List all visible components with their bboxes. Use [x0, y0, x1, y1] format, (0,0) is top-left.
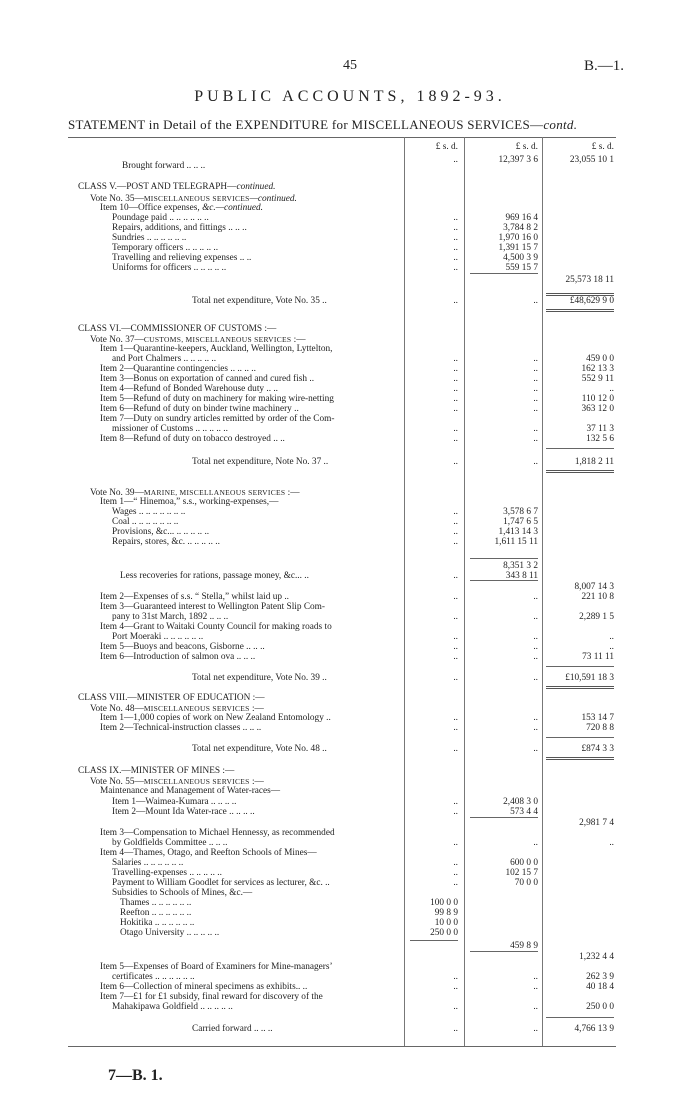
- row-label: Item 6—Introduction of salmon ova .. .. ..: [100, 652, 256, 662]
- row-label: Thames .. .. .. .. .. ..: [120, 898, 192, 908]
- amount-c1: ..: [453, 394, 458, 404]
- amount-c3: 720 8 8: [586, 723, 614, 733]
- table-row: [0, 161, 700, 172]
- amount-c1: ..: [453, 858, 458, 868]
- amount-c2: ..: [533, 394, 538, 404]
- row-label: Item 2—Quarantine contingencies .. .. .. ..: [100, 364, 256, 374]
- amount-c2: 2,408 3 0: [503, 797, 538, 807]
- amount-c2: ..: [533, 354, 538, 364]
- row-label: Total net expenditure, Note No. 37 ..: [192, 457, 329, 467]
- row-label: Item 10—Office expenses, &c.—continued.: [100, 203, 263, 213]
- subtotal-rule: [546, 666, 614, 667]
- amount-c3: 37 11 3: [586, 424, 614, 434]
- row-label: CLASS V.—POST AND TELEGRAPH—continued.: [78, 182, 276, 192]
- row-label: Item 7—Duty on sundry articles remitted by order of the Com-: [100, 414, 335, 424]
- row-label: Vote No. 55—MISCELLANEOUS SERVICES :—: [90, 777, 264, 787]
- row-label: Repairs, additions, and fittings .. .. ..: [112, 223, 247, 233]
- amount-c2: ..: [533, 612, 538, 622]
- row-label: CLASS IX.—MINISTER OF MINES :—: [78, 766, 235, 776]
- table-row: [0, 652, 700, 663]
- amount-c3: 25,573 18 11: [565, 275, 614, 285]
- table-row: [0, 744, 700, 755]
- amount-c1: 250 0 0: [430, 928, 458, 938]
- amount-c1: 99 8 9: [434, 908, 458, 918]
- row-label: Item 2—Technical-instruction classes .. .. ..: [100, 723, 262, 733]
- amount-c1: ..: [453, 384, 458, 394]
- amount-c3: ..: [609, 632, 614, 642]
- row-label: Travelling and relieving expenses .. ..: [112, 253, 252, 263]
- row-label: Temporary officers .. .. .. .. ..: [112, 243, 219, 253]
- amount-c1: 10 0 0: [434, 918, 458, 928]
- amount-c3: 262 3 9: [586, 972, 614, 982]
- row-label: Item 6—Collection of mineral specimens as exhibits.. ..: [100, 982, 308, 992]
- amount-c2: ..: [533, 457, 538, 467]
- row-label: Item 2—Expenses of s.s. “ Stella,” whilst laid up ..: [100, 592, 290, 602]
- amount-c1: ..: [453, 1002, 458, 1012]
- amount-c2: 70 0 0: [514, 878, 538, 888]
- row-label: Sundries .. .. .. .. .. ..: [112, 233, 187, 243]
- amount-c2: ..: [533, 1002, 538, 1012]
- amount-c3: 73 11 11: [582, 652, 614, 662]
- row-label: Wages .. .. .. .. .. .. ..: [112, 507, 186, 517]
- table-row: [0, 182, 700, 193]
- amount-c1: ..: [453, 253, 458, 263]
- table-row: [0, 263, 700, 274]
- amount-c3: 110 12 0: [581, 394, 614, 404]
- amount-c2: ..: [533, 296, 538, 306]
- amount-c2: 559 15 7: [505, 263, 538, 273]
- amount-c1: ..: [453, 744, 458, 754]
- column-header-2: £ s. d.: [515, 142, 538, 152]
- amount-c3: 1,232 4 4: [579, 952, 614, 962]
- amount-c2: ..: [533, 652, 538, 662]
- subtitle-contd: contd.: [543, 117, 578, 132]
- row-label: Poundage paid .. .. .. .. .. ..: [112, 213, 209, 223]
- row-label: Repairs, stores, &c. .. .. .. .. ..: [112, 537, 220, 547]
- table-row: [0, 571, 700, 582]
- amount-c1: ..: [453, 878, 458, 888]
- amount-c3: 8,007 14 3: [574, 582, 614, 592]
- amount-c2: ..: [533, 673, 538, 683]
- subtotal-rule: [470, 558, 538, 559]
- amount-c1: 100 0 0: [430, 898, 458, 908]
- amount-c3: 132 5 6: [586, 434, 614, 444]
- row-label: CLASS VI.—COMMISSIONER OF CUSTOMS :—: [78, 324, 277, 334]
- table-row: [0, 673, 700, 684]
- amount-c1: ..: [453, 364, 458, 374]
- row-label: Item 3—Compensation to Michael Hennessy, as recommended: [100, 828, 335, 838]
- amount-c2: 1,970 16 0: [498, 233, 538, 243]
- amount-c1: ..: [453, 652, 458, 662]
- table-row: [0, 434, 700, 445]
- amount-c2: ..: [533, 982, 538, 992]
- total-rule-bottom: [546, 309, 614, 312]
- amount-c1: ..: [453, 1024, 458, 1034]
- amount-c3: 552 9 11: [581, 374, 614, 384]
- amount-c1: ..: [453, 807, 458, 817]
- row-label: Total net expenditure, Vote No. 48 ..: [192, 744, 327, 754]
- amount-c2: 969 16 4: [505, 213, 538, 223]
- table-row: [0, 786, 700, 797]
- table-row: [0, 457, 700, 468]
- row-label: Total net expenditure, Vote No. 35 ..: [192, 296, 327, 306]
- table-top-rule: [68, 137, 616, 138]
- amount-c3: 2,289 1 5: [579, 612, 614, 622]
- amount-c1: ..: [453, 612, 458, 622]
- row-label: by Goldfields Committee .. .. ..: [112, 838, 228, 848]
- total-rule-bottom: [546, 686, 614, 689]
- row-label: Vote No. 48—MISCELLANEOUS SERVICES :—: [90, 704, 264, 714]
- amount-c2: ..: [533, 434, 538, 444]
- amount-c2: 3,578 6 7: [503, 507, 538, 517]
- amount-c1: ..: [453, 797, 458, 807]
- row-label: Carried forward .. .. ..: [192, 1024, 273, 1034]
- amount-c2: ..: [533, 972, 538, 982]
- row-label: Subsidies to Schools of Mines, &c.—: [112, 888, 253, 898]
- row-label: Provisions, &c... .. .. .. .. ..: [112, 527, 210, 537]
- amount-c3: 221 10 8: [581, 592, 614, 602]
- subtitle-text: STATEMENT in Detail of the EXPENDITURE for MISCELLANEOUS SERVICES—: [68, 117, 544, 132]
- page-number: 45: [343, 58, 357, 73]
- amount-c3: 4,766 13 9: [574, 1024, 614, 1034]
- amount-c2: ..: [533, 592, 538, 602]
- row-label: Brought forward .. .. ..: [122, 161, 206, 171]
- row-label: Hokitika .. .. .. .. .. ..: [120, 918, 195, 928]
- amount-c3: £10,591 18 3: [565, 673, 614, 683]
- amount-c3: 40 18 4: [586, 982, 614, 992]
- series-number: B.—1.: [583, 58, 624, 74]
- amount-c2: ..: [533, 1024, 538, 1034]
- row-label: Maintenance and Management of Water-races—: [100, 786, 281, 796]
- amount-c2: ..: [533, 723, 538, 733]
- amount-c1: ..: [453, 592, 458, 602]
- table-row: [0, 807, 700, 818]
- amount-c1: ..: [453, 517, 458, 527]
- amount-c1: ..: [453, 434, 458, 444]
- amount-c2: ..: [533, 642, 538, 652]
- row-label: Coal .. .. .. .. .. .. ..: [112, 517, 179, 527]
- amount-c3: £874 3 3: [581, 744, 614, 754]
- row-label: Port Moeraki .. .. .. .. .. ..: [112, 632, 204, 642]
- amount-c2: ..: [533, 364, 538, 374]
- row-label: Item 5—Expenses of Board of Examiners for Mine-managers’: [100, 962, 333, 972]
- subtotal-rule: [546, 737, 614, 738]
- amount-c1: ..: [453, 972, 458, 982]
- row-label: Item 4—Grant to Waitaki County Council for making roads to: [100, 622, 332, 632]
- row-label: Salaries .. .. .. .. .. ..: [112, 858, 184, 868]
- amount-c3: 23,055 10 1: [569, 155, 614, 165]
- row-label: Item 3—Guaranteed interest to Wellington Patent Slip Com-: [100, 602, 326, 612]
- table-row: [0, 537, 700, 548]
- amount-c2: 4,500 3 9: [503, 253, 538, 263]
- row-label: Uniforms for officers .. .. .. .. ..: [112, 263, 227, 273]
- row-label: and Port Chalmers .. .. .. .. ..: [112, 354, 217, 364]
- row-label: Vote No. 37—CUSTOMS, MISCELLANEOUS SERVICES :—: [90, 335, 306, 345]
- amount-c1: ..: [453, 223, 458, 233]
- amount-c1: ..: [453, 213, 458, 223]
- amount-c2: ..: [533, 424, 538, 434]
- row-label: Item 5—Refund of duty on machinery for making wire-netting: [100, 394, 334, 404]
- amount-c3: 153 14 7: [581, 713, 614, 723]
- table-bottom-rule: [68, 1046, 616, 1047]
- subtotal-rule: [546, 1017, 614, 1018]
- amount-c1: ..: [453, 868, 458, 878]
- total-rule-bottom: [546, 470, 614, 473]
- amount-c1: ..: [453, 155, 458, 165]
- amount-c3: 363 12 0: [581, 404, 614, 414]
- table-row: [0, 723, 700, 734]
- table-row: [0, 275, 700, 286]
- amount-c3: 1,818 2 11: [574, 457, 614, 467]
- table-row: [0, 928, 700, 939]
- row-label: Item 2—Mount Ida Water-race .. .. .. ..: [112, 807, 255, 817]
- amount-c1: ..: [453, 233, 458, 243]
- amount-c2: 600 0 0: [510, 858, 538, 868]
- amount-c1: ..: [453, 537, 458, 547]
- amount-c2: ..: [533, 632, 538, 642]
- row-label: Item 1—Waimea-Kumara .. .. .. ..: [112, 797, 237, 807]
- row-label: Less recoveries for rations, passage money, &c... ..: [120, 571, 309, 581]
- column-header-row: [0, 142, 700, 153]
- row-label: Vote No. 35—MISCELLANEOUS SERVICES—continued.: [90, 194, 297, 204]
- amount-c1: ..: [453, 838, 458, 848]
- amount-c2: 1,413 14 3: [498, 527, 538, 537]
- amount-c1: ..: [453, 982, 458, 992]
- amount-c3: 250 0 0: [586, 1002, 614, 1012]
- row-label: certificates .. .. .. .. .. ..: [112, 972, 195, 982]
- table-row: [0, 941, 700, 952]
- row-label: Total net expenditure, Vote No. 39 ..: [192, 673, 327, 683]
- row-label: Vote No. 39—MARINE, MISCELLANEOUS SERVICES :—: [90, 488, 300, 498]
- amount-c1: ..: [453, 424, 458, 434]
- row-label: Otago University .. .. .. .. ..: [120, 928, 220, 938]
- row-label: Item 5—Buoys and beacons, Gisborne .. .. ..: [100, 642, 265, 652]
- amount-c1: ..: [453, 507, 458, 517]
- amount-c3: 459 0 0: [586, 354, 614, 364]
- amount-c2: ..: [533, 404, 538, 414]
- amount-c1: ..: [453, 571, 458, 581]
- amount-c2: ..: [533, 838, 538, 848]
- column-header-1: £ s. d.: [435, 142, 458, 152]
- amount-c1: ..: [453, 713, 458, 723]
- amount-c3: ..: [609, 838, 614, 848]
- page-title: PUBLIC ACCOUNTS, 1892-93.: [194, 88, 506, 105]
- amount-c1: ..: [453, 263, 458, 273]
- amount-c3: 162 13 3: [581, 364, 614, 374]
- amount-c2: 343 8 11: [505, 571, 538, 581]
- amount-c1: ..: [453, 632, 458, 642]
- amount-c2: ..: [533, 384, 538, 394]
- table-row: [0, 1002, 700, 1013]
- total-rule-bottom: [546, 757, 614, 760]
- amount-c2: 12,397 3 6: [498, 155, 538, 165]
- amount-c2: 1,747 6 5: [503, 517, 538, 527]
- row-label: Item 3—Bonus on exportation of canned and cured fish ..: [100, 374, 315, 384]
- row-label: missioner of Customs .. .. .. .. ..: [112, 424, 228, 434]
- row-label: Item 1—“ Hinemoa,” s.s., working-expenses,—: [100, 497, 279, 507]
- row-label: pany to 31st March, 1892 .. .. ..: [112, 612, 229, 622]
- amount-c2: 1,611 15 11: [494, 537, 538, 547]
- amount-c1: ..: [453, 354, 458, 364]
- amount-c2: ..: [533, 713, 538, 723]
- row-label: CLASS VIII.—MINISTER OF EDUCATION :—: [78, 693, 265, 703]
- column-header-3: £ s. d.: [591, 142, 614, 152]
- amount-c2: 8,351 3 2: [503, 561, 538, 571]
- row-label: Item 4—Refund of Bonded Warehouse duty .. ..: [100, 384, 279, 394]
- amount-c3: 2,981 7 4: [579, 818, 614, 828]
- table-row: [0, 1024, 700, 1035]
- row-label: Item 8—Refund of duty on tobacco destroyed .. ..: [100, 434, 285, 444]
- amount-c2: 573 4 4: [510, 807, 538, 817]
- row-label: Reefton .. .. .. .. .. ..: [120, 908, 192, 918]
- row-label: Item 6—Refund of duty on binder twine machinery ..: [100, 404, 299, 414]
- row-label: Item 7—£1 for £1 subsidy, final reward for discovery of the: [100, 992, 323, 1002]
- amount-c2: 3,784 8 2: [503, 223, 538, 233]
- amount-c1: ..: [453, 243, 458, 253]
- subtotal-rule: [546, 448, 614, 449]
- amount-c1: ..: [453, 404, 458, 414]
- row-label: Payment to William Goodlet for services as lecturer, &c. ..: [112, 878, 330, 888]
- footer-sheet-number: 7—B. 1.: [108, 1067, 163, 1084]
- amount-c2: 102 15 7: [505, 868, 538, 878]
- amount-c1: ..: [453, 296, 458, 306]
- amount-c1: ..: [453, 673, 458, 683]
- row-label: Item 1—1,000 copies of work on New Zealand Entomology ..: [100, 713, 331, 723]
- amount-c2: ..: [533, 374, 538, 384]
- amount-c3: ..: [609, 384, 614, 394]
- amount-c1: ..: [453, 642, 458, 652]
- statement-subtitle: [68, 117, 577, 133]
- amount-c1: ..: [453, 527, 458, 537]
- row-label: Item 4—Thames, Otago, and Reefton Schools of Mines—: [100, 848, 317, 858]
- amount-c2: 1,391 15 7: [498, 243, 538, 253]
- row-label: Mahakipawa Goldfield .. .. .. .. ..: [112, 1002, 233, 1012]
- amount-c3: £48,629 9 0: [569, 296, 614, 306]
- amount-c2: 459 8 9: [510, 941, 538, 951]
- amount-c1: ..: [453, 723, 458, 733]
- row-label: Item 1—Quarantine-keepers, Auckland, Wellington, Lyttelton,: [100, 344, 333, 354]
- table-row: [0, 296, 700, 307]
- amount-c1: ..: [453, 457, 458, 467]
- row-label: Travelling-expenses .. .. .. .. ..: [112, 868, 222, 878]
- amount-c2: ..: [533, 744, 538, 754]
- amount-c3: ..: [609, 642, 614, 652]
- amount-c1: ..: [453, 374, 458, 384]
